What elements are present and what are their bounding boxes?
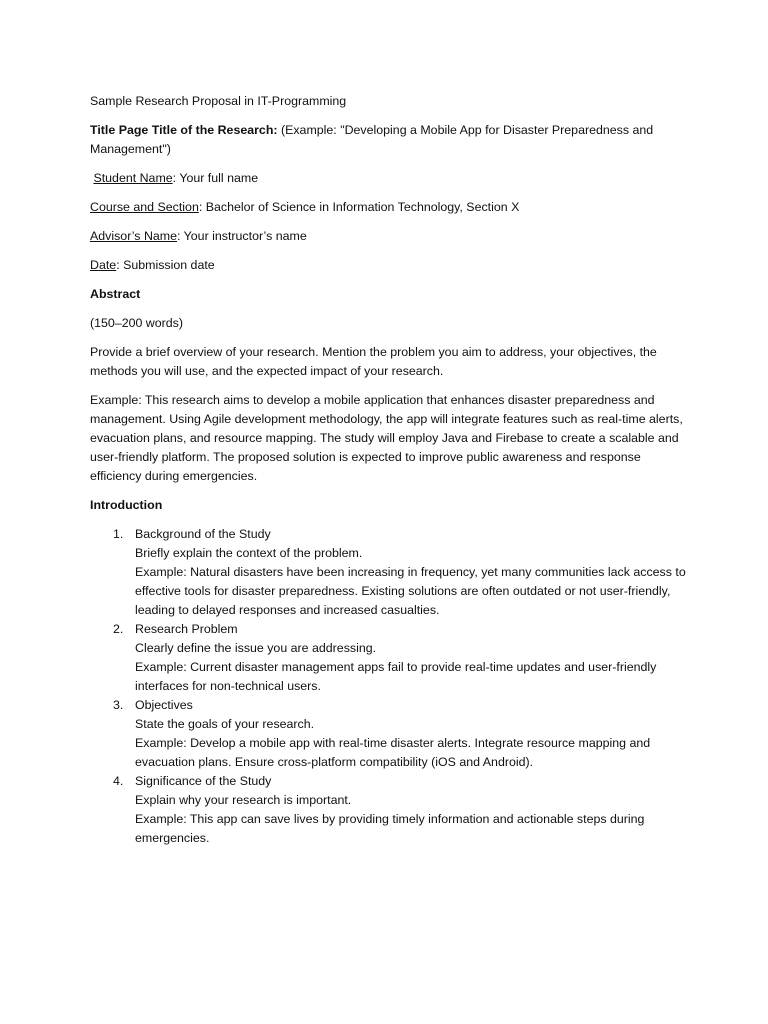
list-item-title: Background of the Study [135, 527, 271, 541]
abstract-heading: Abstract [90, 287, 141, 301]
date-value: : Submission date [116, 258, 215, 272]
introduction-list [90, 525, 690, 848]
list-item-example: Example: Natural disasters have been increasing in frequency, yet many communities lack access to effective tools for disaster preparedness. Existing solutions are often outdated or not user-friendly, leading to delayed responses and increased casualties. [135, 565, 686, 617]
course-section-value: : Bachelor of Science in Information Technology, Section X [198, 200, 520, 214]
list-item-number: 1. [113, 527, 124, 541]
document-page [90, 92, 690, 848]
list-item-title: Objectives [135, 698, 193, 712]
list-item-example: Example: Current disaster management apps fail to provide real-time updates and user-friendly interfaces for non-technical users. [135, 660, 657, 693]
list-item-title: Research Problem [135, 622, 238, 636]
list-item-number: 2. [113, 622, 124, 636]
abstract-example: Example: This research aims to develop a mobile application that enhances disaster preparedness and management. Using Agile development methodology, the app will integrate features such as real-time alerts, evacuation plans, and resource mapping. The study will employ Java and Firebase to create a scalable and user-friendly platform. The proposed solution is expected to improve public awareness and response efficiency during emergencies. [90, 393, 683, 483]
advisor-name-label: Advisor’s Name [90, 229, 177, 243]
list-item-number: 3. [113, 698, 124, 712]
list-item-instruction: Briefly explain the context of the problem. [135, 546, 363, 560]
list-item [113, 772, 690, 848]
date-line [90, 256, 690, 275]
abstract-wordcount: (150–200 words) [90, 316, 183, 330]
advisor-name-line [90, 227, 690, 246]
list-item-example: Example: Develop a mobile app with real-time disaster alerts. Integrate resource mapping and evacuation plans. Ensure cross-platform compatibility (iOS and Android). [135, 736, 651, 769]
introduction-heading: Introduction [90, 498, 163, 512]
list-item-instruction: Explain why your research is important. [135, 793, 352, 807]
list-item [113, 620, 690, 696]
list-item-title: Significance of the Study [135, 774, 272, 788]
student-name-label: Student Name [93, 171, 173, 185]
title-page-value: (Example: "Developing a Mobile App for Disaster Preparedness and Management") [90, 123, 654, 156]
document-heading: Sample Research Proposal in IT-Programming [90, 94, 347, 108]
title-page-label: Title Page Title of the Research: [90, 123, 278, 137]
abstract-instructions: Provide a brief overview of your research. Mention the problem you aim to address, your objectives, the methods you will use, and the expected impact of your research. [90, 345, 657, 378]
list-item [113, 525, 690, 620]
list-item-instruction: State the goals of your research. [135, 717, 315, 731]
date-label: Date [90, 258, 117, 272]
advisor-name-value: : Your instructor’s name [177, 229, 307, 243]
student-name-line [90, 169, 690, 188]
list-item-number: 4. [113, 774, 124, 788]
student-name-value: : Your full name [172, 171, 259, 185]
list-item [113, 696, 690, 772]
course-section-label: Course and Section [90, 200, 199, 214]
list-item-example: Example: This app can save lives by providing timely information and actionable steps during emergencies. [135, 812, 645, 845]
title-page-line [90, 121, 690, 159]
course-section-line [90, 198, 690, 217]
list-item-instruction: Clearly define the issue you are addressing. [135, 641, 377, 655]
